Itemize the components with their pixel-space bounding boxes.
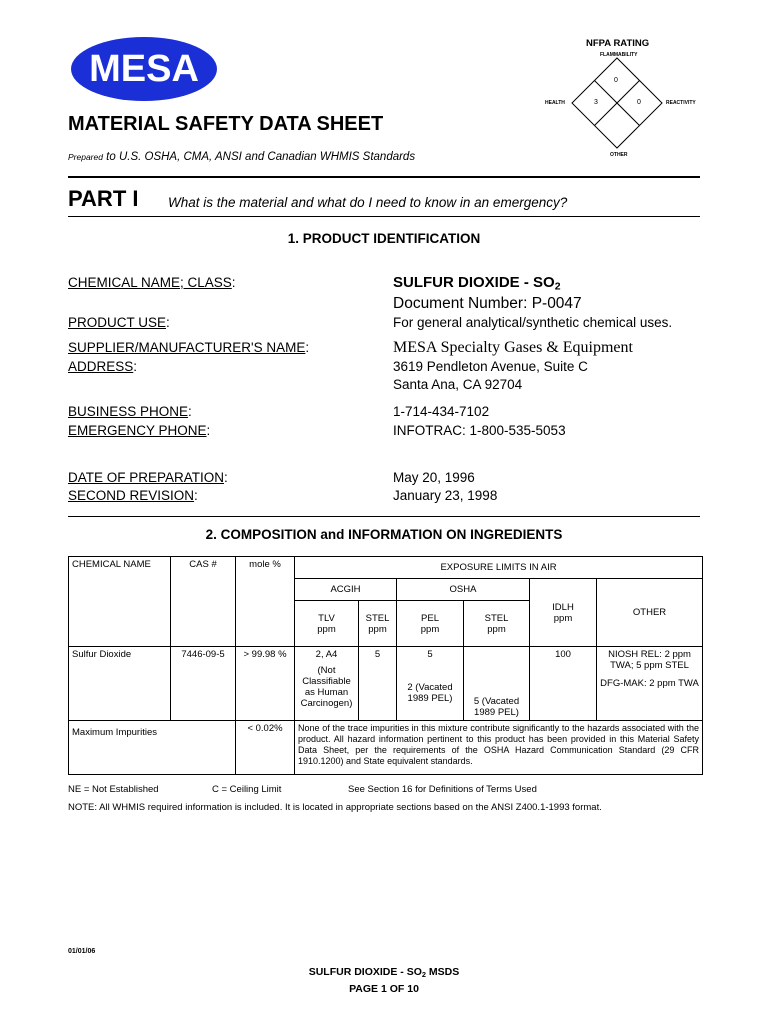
row-stel: 5 bbox=[359, 647, 397, 721]
header-osha-stel: STEL ppm bbox=[464, 601, 530, 647]
section-heading: 1. PRODUCT IDENTIFICATION bbox=[287, 231, 481, 246]
revision-value: January 23, 1998 bbox=[393, 488, 498, 503]
nfpa-flammability-label: FLAMMABILITY bbox=[600, 52, 638, 58]
chemical-name-value: SULFUR DIOXIDE - $SO_2$ bbox=[393, 274, 561, 293]
header-idlh: IDLH ppm bbox=[530, 579, 597, 647]
header-pel: PEL ppm bbox=[397, 601, 464, 647]
supplier-value: MESA Specialty Gases & Equipment bbox=[393, 339, 633, 356]
nfpa-diamond-icon bbox=[571, 57, 663, 149]
address-label: ADDRESS: bbox=[68, 359, 138, 374]
header-mole: mole % bbox=[236, 557, 295, 647]
row-cas: 7446-09-5 bbox=[171, 647, 236, 721]
nfpa-health-value: 3 bbox=[594, 99, 598, 106]
product-use-value: For general analytical/synthetic chemical uses. bbox=[393, 315, 673, 330]
row-impurities-name: Maximum Impurities bbox=[69, 721, 236, 775]
revision-label: SECOND REVISION: bbox=[68, 488, 198, 503]
header-acgih: ACGIH bbox=[295, 579, 397, 601]
row-impurities-note: None of the trace impurities in this mixture contribute significantly to the hazards associated with the product. All hazard information pertinent to this product has been provided in this Material Safety Data Sheet, per the requirements of the OSHA Hazard Communication Standard (29 CFR 1910.1200) and State equivalent standards. bbox=[295, 721, 703, 775]
row-chemical-name: Sulfur Dioxide bbox=[69, 647, 171, 721]
chemical-name-label: CHEMICAL NAME; CLASS: bbox=[68, 275, 236, 290]
header-other: OTHER bbox=[597, 579, 703, 647]
table-row bbox=[69, 721, 703, 775]
legend-not-established: NE = Not Established bbox=[68, 784, 159, 795]
row-tlv: 2, A4 (Not Classifiable as Human Carcinogen) bbox=[295, 647, 359, 721]
nfpa-health-label: HEALTH bbox=[545, 100, 565, 106]
part-label: PART I bbox=[68, 186, 139, 211]
product-use-label: PRODUCT USE: bbox=[68, 315, 170, 330]
row-idlh: 100 bbox=[530, 647, 597, 721]
row-osha-stel: 5 (Vacated 1989 PEL) bbox=[464, 647, 530, 721]
supplier-label: SUPPLIER/MANUFACTURER'S NAME: bbox=[68, 340, 310, 355]
footer-date: 01/01/06 bbox=[68, 948, 96, 955]
emergency-phone-label: EMERGENCY PHONE: bbox=[68, 423, 211, 438]
table-header-row bbox=[69, 557, 703, 579]
mesa-logo-icon bbox=[70, 36, 218, 102]
header-chemical-name: CHEMICAL NAME bbox=[69, 557, 171, 647]
business-phone-value: 1-714-434-7102 bbox=[393, 404, 490, 419]
divider bbox=[68, 216, 700, 217]
nfpa-reactivity-label: REACTIVITY bbox=[666, 100, 696, 106]
header-stel: STEL ppm bbox=[359, 601, 397, 647]
header-cas: CAS # bbox=[171, 557, 236, 647]
header-tlv: TLV ppm bbox=[295, 601, 359, 647]
table-row bbox=[69, 647, 703, 721]
legend-ceiling-limit: C = Ceiling Limit bbox=[212, 784, 282, 795]
document-title: MATERIAL SAFETY DATA SHEET bbox=[68, 113, 384, 135]
row-other: NIOSH REL: 2 ppm TWA; 5 ppm STEL DFG-MAK: 2 ppm TWA bbox=[597, 647, 703, 721]
mesa-logo bbox=[70, 36, 218, 102]
date-preparation-label: DATE OF PREPARATION: bbox=[68, 470, 228, 485]
prepared-prefix: Prepared bbox=[68, 152, 103, 162]
row-pel: 5 2 (Vacated 1989 PEL) bbox=[397, 647, 464, 721]
legend-see-section: See Section 16 for Definitions of Terms Used bbox=[348, 784, 537, 795]
logo-text: MESA bbox=[89, 48, 199, 90]
prepared-statement bbox=[68, 151, 415, 163]
section-heading: 2. COMPOSITION and INFORMATION ON INGREDIENTS bbox=[205, 527, 563, 542]
composition-table bbox=[68, 556, 703, 775]
divider bbox=[68, 176, 700, 178]
header-osha: OSHA bbox=[397, 579, 530, 601]
document-number: Document Number: P-0047 bbox=[393, 295, 582, 312]
nfpa-other-label: OTHER bbox=[610, 152, 628, 158]
row-mole: > 99.98 % bbox=[236, 647, 295, 721]
divider bbox=[68, 516, 700, 517]
prepared-rest: to U.S. OSHA, CMA, ANSI and Canadian WHMIS Standards bbox=[102, 151, 416, 163]
part-question: What is the material and what do I need to know in an emergency? bbox=[168, 195, 568, 210]
date-preparation-value: May 20, 1996 bbox=[393, 470, 475, 485]
address-line1: 3619 Pendleton Avenue, Suite C bbox=[393, 359, 588, 374]
address-line2: Santa Ana, CA 92704 bbox=[393, 377, 523, 392]
nfpa-title: NFPA RATING bbox=[586, 38, 650, 49]
footer-page-number: PAGE 1 OF 10 bbox=[349, 983, 419, 995]
header-exposure: EXPOSURE LIMITS IN AIR bbox=[295, 557, 703, 579]
whmis-note: NOTE: All WHMIS required information is included. It is located in appropriate sections based on the ANSI Z400.1-1993 format. bbox=[68, 802, 602, 813]
footer-title: SULFUR DIOXIDE - $SO_2$ MSDS bbox=[308, 966, 460, 979]
emergency-phone-value: INFOTRAC: 1-800-535-5053 bbox=[393, 423, 566, 438]
business-phone-label: BUSINESS PHONE: bbox=[68, 404, 192, 419]
row-impurities-mole: < 0.02% bbox=[236, 721, 295, 775]
nfpa-reactivity-value: 0 bbox=[637, 99, 641, 106]
nfpa-flammability-value: 0 bbox=[614, 77, 618, 84]
